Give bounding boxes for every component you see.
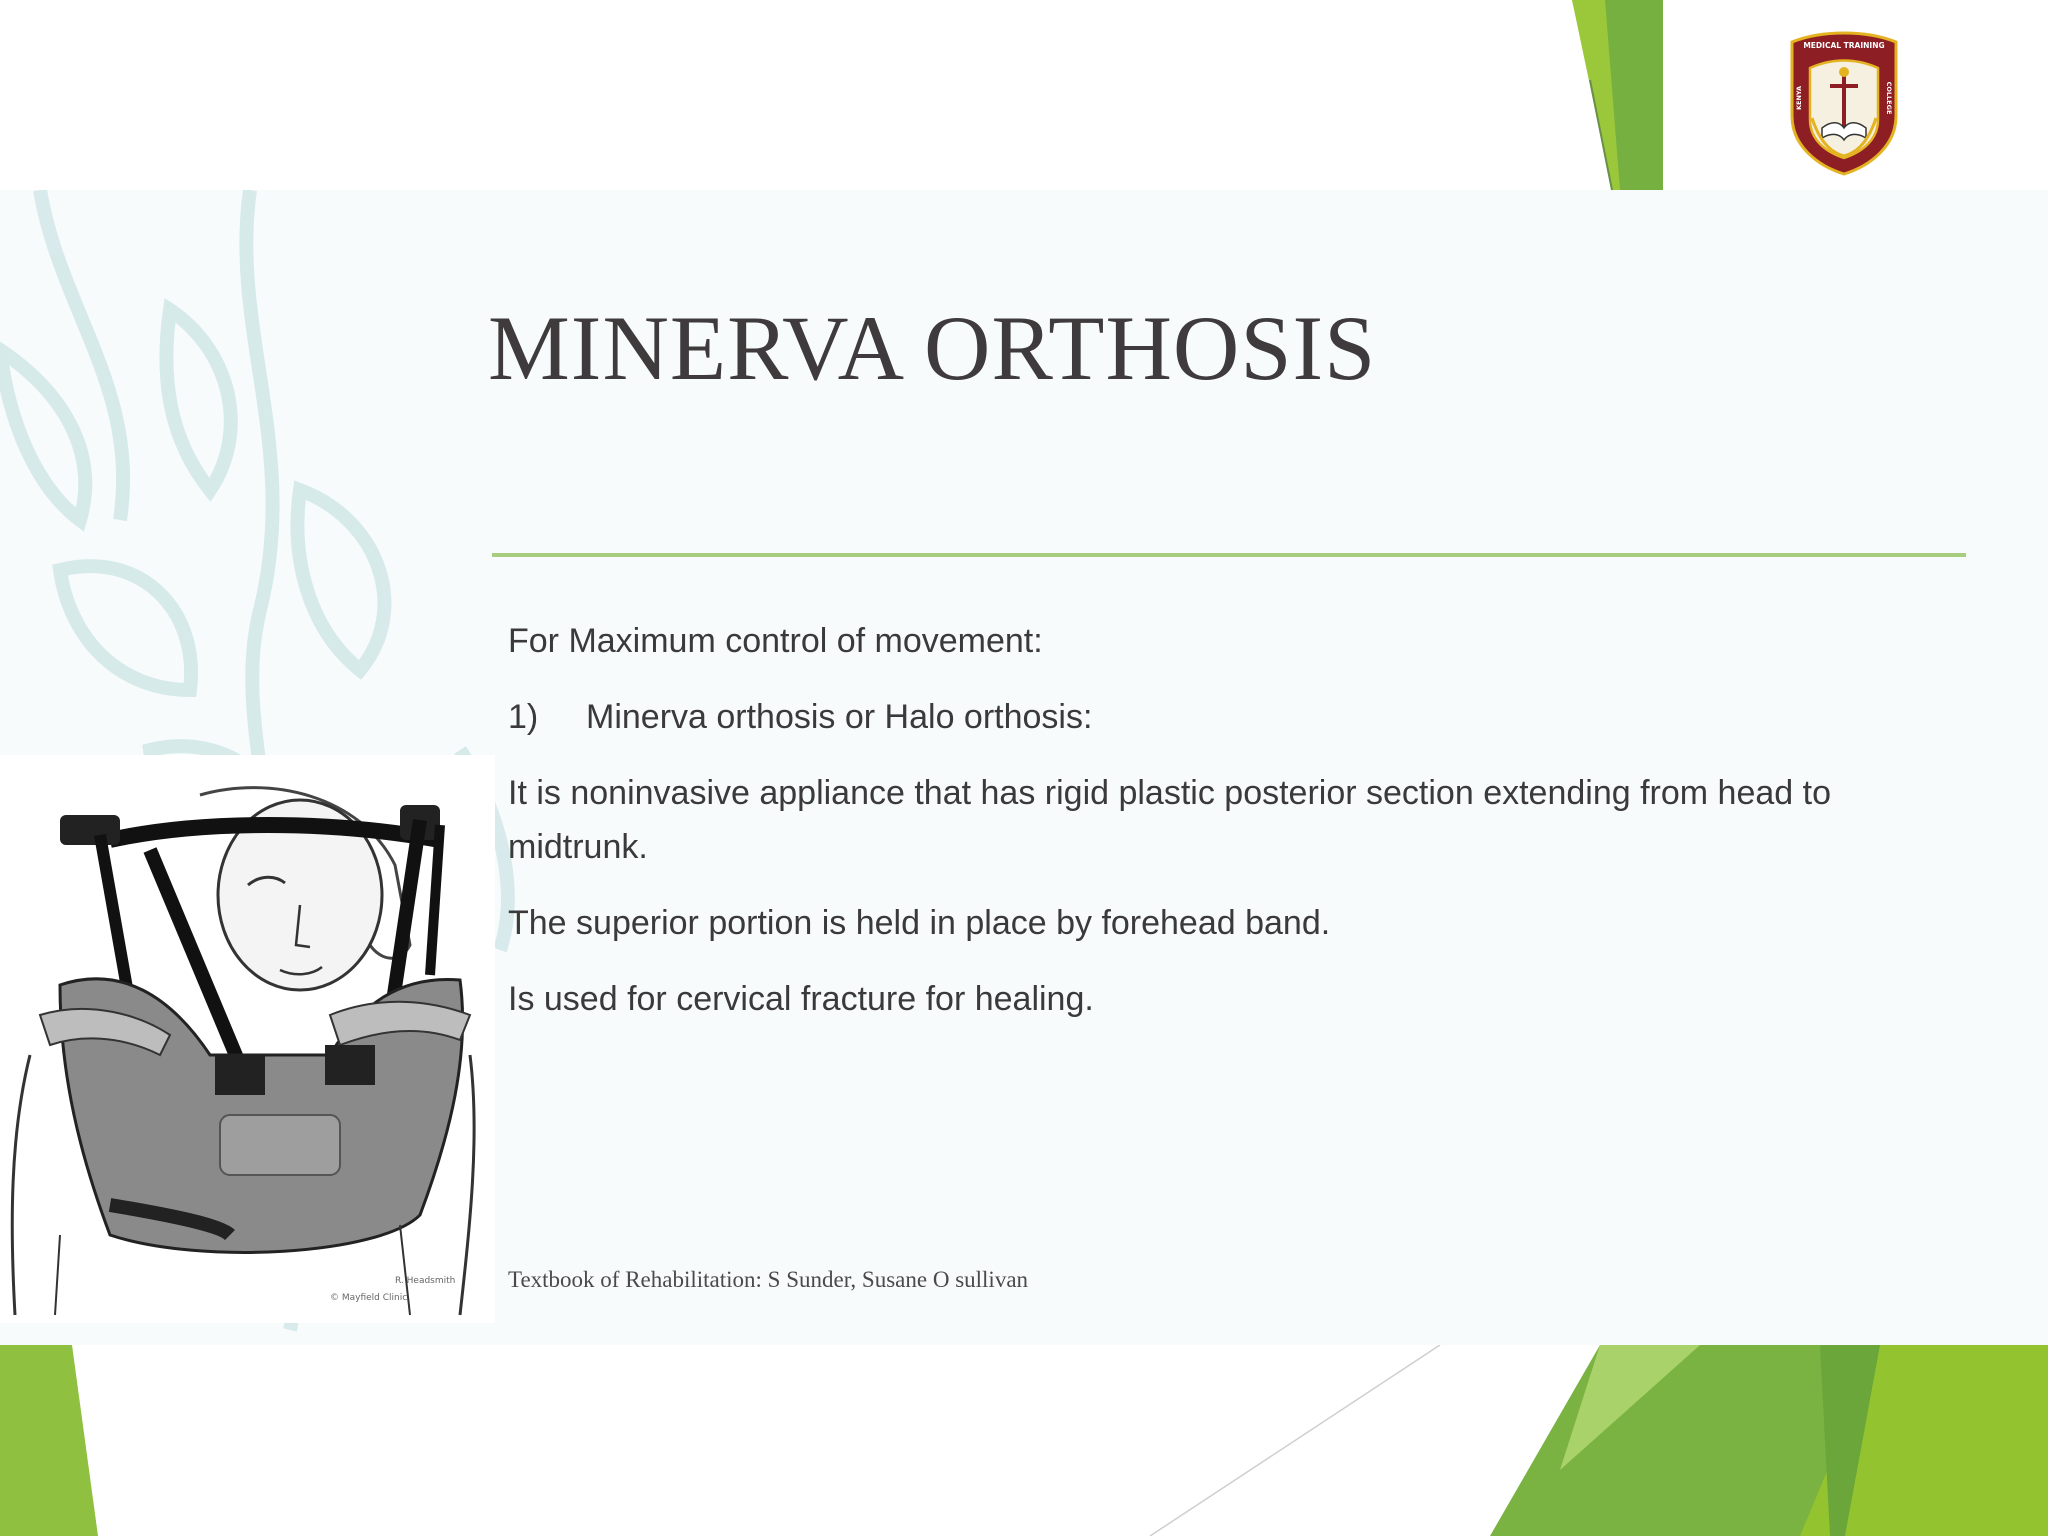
citation: Textbook of Rehabilitation: S Sunder, Susane O sullivan (508, 1267, 1029, 1292)
intro-text: For Maximum control of movement: (508, 622, 1043, 660)
logo-text-left: KENYA (1795, 85, 1803, 111)
slide-body (508, 614, 1948, 1048)
paragraph: It is noninvasive appliance that has rigid plastic posterior section extending from head to midtrunk. (508, 774, 1831, 866)
halo-orthosis-illustration (0, 755, 495, 1323)
college-logo (1782, 28, 1906, 176)
logo-text-right: COLLEGE (1885, 81, 1893, 115)
paragraph: The superior portion is held in place by forehead band. (508, 904, 1331, 942)
list-item (508, 690, 1948, 744)
illustration-copyright: © Mayfield Clinic (330, 1293, 408, 1303)
person-with-halo-brace-image (0, 755, 495, 1323)
logo-text-top: MEDICAL TRAINING (1803, 41, 1885, 50)
slide-title: MINERVA ORTHOSIS (488, 297, 1377, 399)
list-number: 1) (508, 698, 539, 736)
list-text: Minerva orthosis or Halo orthosis: (586, 698, 1093, 736)
title-divider (492, 553, 1966, 557)
illustration-credit: R. Headsmith (395, 1276, 456, 1286)
paragraph: Is used for cervical fracture for healing. (508, 980, 1094, 1018)
